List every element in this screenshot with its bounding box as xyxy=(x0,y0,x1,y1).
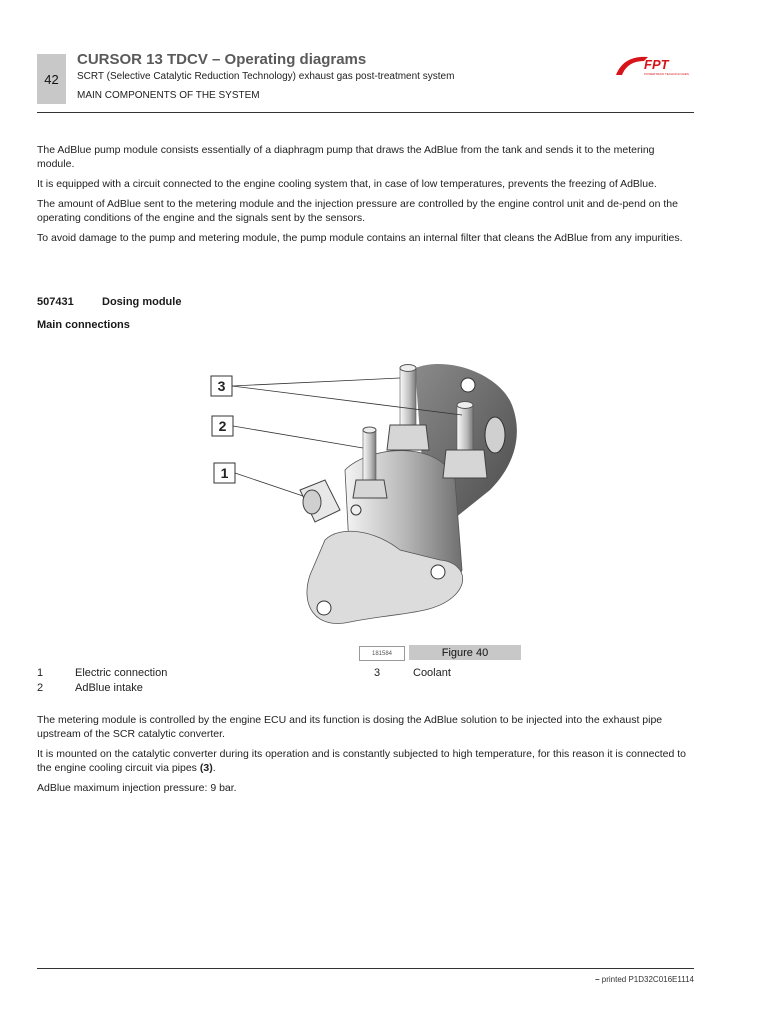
callout-label-3: 3 xyxy=(217,378,226,394)
flange-bolt-hole-mid xyxy=(351,505,361,515)
outro-paragraph-2-text: It is mounted on the catalytic converter during its operation and is constantly subjected to high temperature, for this reason it is connected to the engine cooling circuit via pipes xyxy=(37,748,687,774)
intro-paragraph-4: To avoid damage to the pump and metering module, the pump module contains an internal filter that cleans the AdBlue from any impurities. xyxy=(37,232,683,244)
intro-paragraph-3: The amount of AdBlue sent to the metering module and the injection pressure are controlled by the engine control unit and de-pend on the operating conditions of the engine and the signals sent by the sensors. xyxy=(37,198,678,224)
figure-reference-code: 181584 xyxy=(359,646,405,661)
outro-paragraph-2 xyxy=(37,747,694,775)
intro-paragraph-2: It is equipped with a circuit connected to the engine cooling system that, in case of low temperatures, prevents the freezing of AdBlue. xyxy=(37,178,657,190)
page-number-box xyxy=(37,54,66,104)
logo-text: FPT xyxy=(644,57,669,72)
plate-bolt-hole xyxy=(461,378,475,392)
document-subtitle: SCRT (Selective Catalytic Reduction Technology) exhaust gas post-treatment system xyxy=(77,71,455,82)
page-number: 42 xyxy=(44,71,59,87)
header-divider xyxy=(37,112,694,113)
intro-text xyxy=(37,143,694,251)
fpt-logo xyxy=(614,54,696,78)
outro-paragraph-3: AdBlue maximum injection pressure: 9 bar. xyxy=(37,782,237,794)
leader-line-1 xyxy=(235,473,303,496)
coolant-nut-left xyxy=(387,425,429,450)
legend-number-2: 2 xyxy=(37,682,44,694)
document-title: CURSOR 13 TDCV – Operating diagrams xyxy=(77,51,367,68)
intro-paragraph-1: The AdBlue pump module consists essentially of a diaphragm pump that draws the AdBlue from the tank and sends it to the metering module. xyxy=(37,144,655,170)
section-subtitle: Main connections xyxy=(37,319,130,331)
legend-text-1: Electric connection xyxy=(75,667,168,679)
logo-tagline: POWERTRAIN TECHNOLOGIES xyxy=(644,72,689,76)
section-title: Dosing module xyxy=(102,296,182,308)
legend-text-2: AdBlue intake xyxy=(75,682,143,694)
section-heading: MAIN COMPONENTS OF THE SYSTEM xyxy=(77,90,260,101)
footer-dash: – xyxy=(595,975,600,984)
callout-label-1: 1 xyxy=(220,465,229,481)
plate-outlet xyxy=(485,417,505,453)
legend-number-3: 3 xyxy=(374,667,381,679)
figure-label: Figure 40 xyxy=(409,645,521,660)
footer-print-code xyxy=(595,975,694,984)
footer-divider xyxy=(37,968,694,969)
coolant-nut-right xyxy=(443,450,487,478)
legend-number-1: 1 xyxy=(37,667,44,679)
outro-paragraph-2-end: . xyxy=(212,762,216,774)
outro-text xyxy=(37,713,694,801)
outro-paragraph-1: The metering module is controlled by the engine ECU and its function is dosing the AdBlue solution to be injected into the exhaust pipe upstream of the SCR catalytic converter. xyxy=(37,714,663,740)
leader-line-2 xyxy=(233,426,363,448)
dosing-module-illustration xyxy=(200,350,530,645)
adblue-intake-nut xyxy=(353,480,387,498)
coolant-pipe-left-tip xyxy=(400,365,416,372)
flange-bolt-hole-left xyxy=(317,601,331,615)
connector-socket xyxy=(303,490,321,514)
legend-text-3: Coolant xyxy=(413,667,451,679)
coolant-pipe-right-tip xyxy=(457,402,473,409)
section-code: 507431 xyxy=(37,296,74,308)
adblue-intake-tip xyxy=(363,427,376,433)
footer-text: printed P1D32C016E1114 xyxy=(601,975,694,984)
callout-label-2: 2 xyxy=(218,418,227,434)
flange-bolt-hole-right xyxy=(431,565,445,579)
outro-pipes-reference: (3) xyxy=(199,762,213,774)
leader-line-3a xyxy=(232,378,400,386)
